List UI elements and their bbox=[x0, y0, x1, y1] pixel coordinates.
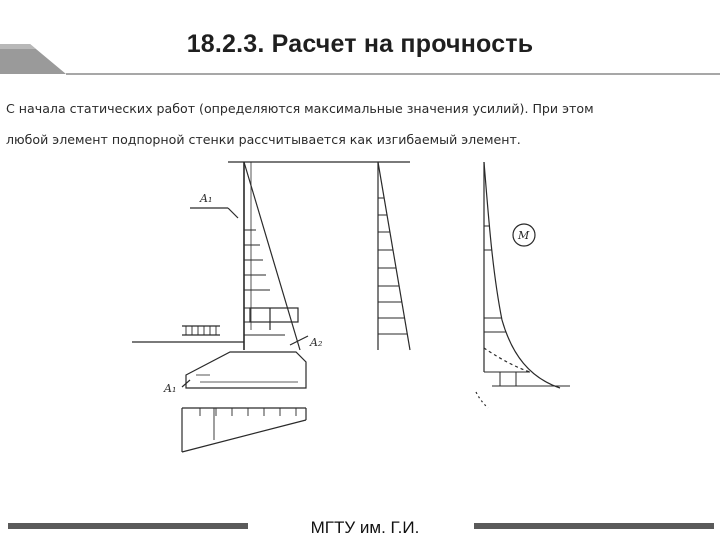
label-m: M bbox=[518, 229, 530, 242]
label-a2: A₂ bbox=[310, 336, 323, 349]
page-title: 18.2.3. Расчет на прочность bbox=[186, 30, 534, 58]
footer-institution: МГТУ им. Г.И. bbox=[310, 518, 420, 537]
footer-bar-left bbox=[8, 523, 248, 529]
body-text bbox=[6, 93, 714, 155]
body-line-2: любой элемент подпорной стенки рассчитывается как изгибаемый элемент. bbox=[6, 132, 521, 147]
retaining-wall-diagram bbox=[120, 150, 590, 510]
body-line-1: С начала статических работ (определяются максимальные значения усилий). При этом bbox=[6, 101, 594, 116]
label-a1-top: A₁ bbox=[200, 192, 213, 205]
label-a1-bottom: A₁ bbox=[164, 382, 177, 395]
footer-bar-right bbox=[474, 523, 714, 529]
